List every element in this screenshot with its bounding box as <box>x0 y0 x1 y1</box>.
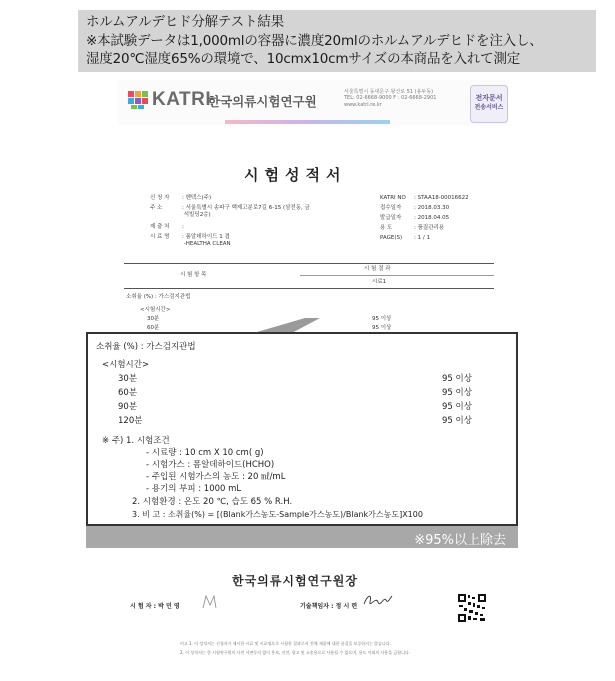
col-test-result: 시 험 결 과 <box>364 266 391 272</box>
zoom-detail-panel <box>86 332 518 526</box>
result-value: 95 이상 <box>372 316 392 322</box>
org-phone: TEL: 02-6668-9000 F : 02-6668-2901 <box>344 95 437 101</box>
certificate-title: 시험성적서 <box>244 166 347 184</box>
field-purpose: 용 도 : 품질관리용 <box>380 225 445 231</box>
katri-logo-icon <box>128 91 148 109</box>
qr-code <box>458 594 486 622</box>
field-pages: PAGE(S) : 1 / 1 <box>380 235 430 241</box>
org-address: 서울특별시 동대문구 왕산로 51 (용두동) <box>344 89 434 95</box>
approver-label: 기술책임자 : 정 시 련 <box>300 603 358 610</box>
field-received-date: 접수일자 : 2018.03.30 <box>380 205 450 211</box>
col-test-item: 시 험 항 목 <box>180 272 207 278</box>
banner-text-line-1: ※本試験データは1,000mlの容器に濃度20mlのホルムアルデヒドを注入し、 <box>86 33 543 49</box>
popup-note-head: ※ 주) 1. 시험조건 <box>102 436 170 446</box>
popup-time-label: <시험시간> <box>102 360 150 370</box>
result-time: 30분 <box>147 316 160 322</box>
popup-value: 95 이상 <box>442 402 472 412</box>
popup-condition: - 주입된 시험가스의 농도 : 20 ㎖/mL <box>146 472 286 482</box>
footnote-2: 2. 이 성적서는 한 시험연구원의 사전 서면동의 없이 홍보, 선전, 광고 및 소송용으로 사용될 수 없으며, 용도 이외의 사용을 금합니다. <box>180 650 411 655</box>
table-rule-top <box>124 263 494 264</box>
popup-time: 90분 <box>118 402 138 412</box>
popup-formula: 3. 비 고 : 소취율(%) = [(Blank가스농도-Sample가스농도)/Blank가스농도]X100 <box>132 510 423 519</box>
popup-time: 120분 <box>118 416 143 426</box>
field-katri-no: KATRI NO : STAA18-00016622 <box>380 195 469 201</box>
popup-condition: - 시료량 : 10 cm X 10 cm( g) <box>146 448 264 458</box>
popup-time: 60분 <box>118 388 138 398</box>
field-issued-date: 발급일자 : 2018.04.05 <box>380 215 450 221</box>
popup-environment: 2. 시험환경 : 온도 20 ℃, 습도 65 % R.H. <box>132 497 293 507</box>
katri-logo-text: KATRI <box>152 89 212 110</box>
field-address-cont: 석빌딩2층) <box>182 212 211 218</box>
field-submitted-to: 제 출 처 : <box>150 224 184 230</box>
footnote-1: 비고 1. 이 성적서는 신청자가 제시한 시료 및 시료명으로 시험한 결과로서 전체 제품에 대한 품질을 보증하지는 않습니다. <box>180 641 391 646</box>
banner-title: ホルムアルデヒド分解テスト結果 <box>86 14 284 30</box>
org-website: www.katri.re.kr <box>344 102 382 108</box>
tester-signature <box>200 592 220 612</box>
header-color-bar <box>225 120 390 124</box>
popup-item: 소취율 (%) : 가스검지관법 <box>96 342 196 352</box>
field-address: 주 소 : 서울특별시 송파구 백제고분로7길 6-15 (삼전동, 금 <box>150 205 310 211</box>
result-time: 60분 <box>147 325 160 331</box>
approver-signature <box>362 590 394 612</box>
banner-text-line-2: 湿度20℃湿度65%の環境で、10cmx10cmサイズの本商品を入れて測定 <box>86 51 521 67</box>
table-rule-mid <box>300 275 494 276</box>
table-rule-bottom <box>124 288 494 289</box>
popup-value: 95 이상 <box>442 388 472 398</box>
popup-condition: - 용기의 부피 : 1000 mL <box>146 484 242 494</box>
col-sample-1: 시료1 <box>372 279 387 285</box>
popup-time: 30분 <box>118 374 138 384</box>
tester-label: 시 험 자 : 박 민 영 <box>130 603 180 610</box>
e-document-stamp: 전자문서 전송서비스 <box>470 85 508 123</box>
result-time-label: <시험시간> <box>140 307 171 313</box>
director-title: 한국의류시험연구원장 <box>232 574 358 588</box>
popup-value: 95 이상 <box>442 374 472 384</box>
popup-value: 95 이상 <box>442 416 472 426</box>
removal-note <box>86 526 518 548</box>
field-sample-name: 시 료 명 : 폼알데하이드 1 겹 <box>150 234 230 240</box>
popup-condition: - 시험가스 : 폼알데하이드(HCHO) <box>146 460 275 470</box>
caption-banner <box>78 10 596 72</box>
result-value: 95 이상 <box>372 325 392 331</box>
result-item: 소취율 (%) : 가스검지관법 <box>126 294 191 300</box>
field-sample-name-cont: -HEALTHA CLEAN <box>182 241 231 247</box>
removal-note-text: ※95%以上除去 <box>414 533 506 548</box>
report-fields <box>380 195 520 242</box>
field-applicant: 신 청 자 : 벤텍스(주) <box>150 195 212 201</box>
org-name: 한국의류시험연구원 <box>208 94 317 109</box>
applicant-fields <box>150 195 350 248</box>
